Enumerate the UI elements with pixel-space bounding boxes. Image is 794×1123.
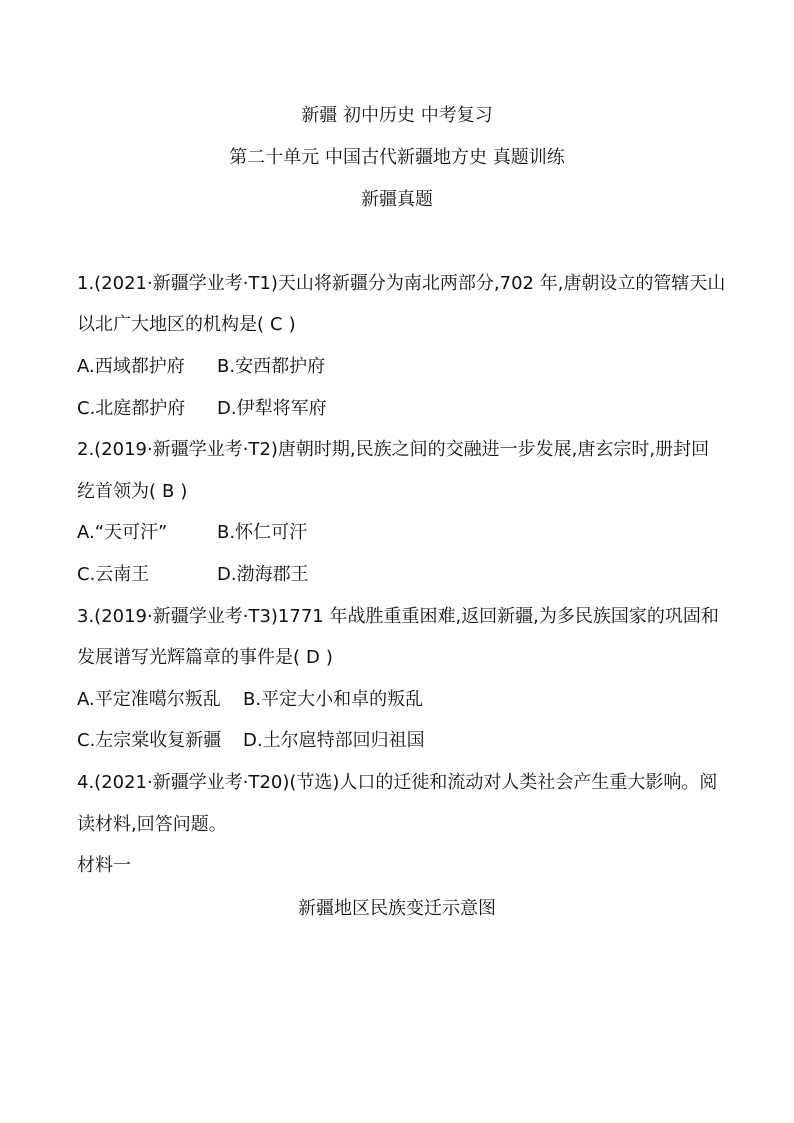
document-subtitle: 新疆 初中历史 中考复习 <box>301 105 493 126</box>
question-2-option-d: D.渤海郡王 <box>217 564 309 585</box>
question-3-option-a: A.平定准噶尔叛乱 <box>77 689 221 710</box>
figure-caption: 新疆地区民族变迁示意图 <box>298 898 496 919</box>
question-3-option-b: B.平定大小和卓的叛乱 <box>243 689 424 710</box>
question-2-stem-line1: 2.(2019·新疆学业考·T2)唐朝时期,民族之间的交融进一步发展,唐玄宗时,册封回 <box>77 439 710 460</box>
question-1-stem-text: 以北广大地区的机构是( <box>77 314 265 335</box>
question-1-options-row2 <box>77 397 727 421</box>
question-3-stem-text: 发展谱写光辉篇章的事件是( <box>77 647 301 668</box>
question-1-options-row1 <box>77 355 727 379</box>
question-2-answer: B <box>162 481 175 502</box>
question-1-stem-line2 <box>77 313 727 337</box>
question-3-options-row2 <box>77 729 727 753</box>
question-1-stem-line1: 1.(2021·新疆学业考·T1)天山将新疆分为南北两部分,702 年,唐朝设立的管辖天山 <box>77 273 726 294</box>
question-3-option-c: C.左宗棠收复新疆 <box>77 730 222 751</box>
question-2-stem-text: 纥首领为( <box>77 481 157 502</box>
question-4-stem-line1: 4.(2021·新疆学业考·T20)(节选)人口的迁徙和流动对人类社会产生重大影响。阅 <box>77 772 718 793</box>
question-2-close-paren: ) <box>180 481 188 502</box>
question-1-option-b: B.安西都护府 <box>217 356 326 377</box>
question-1-answer: C <box>270 314 283 335</box>
question-2-option-a: A.“天可汗” <box>77 522 168 543</box>
question-3-options-row1 <box>77 688 727 712</box>
question-1-option-d: D.伊犁将军府 <box>217 398 327 419</box>
question-2-options-row1 <box>77 521 727 545</box>
question-3-option-d: D.土尔扈特部回归祖国 <box>243 730 425 751</box>
material-label: 材料一 <box>77 855 131 876</box>
question-2-option-b: B.怀仁可汗 <box>217 522 308 543</box>
question-3-stem-line2 <box>77 646 727 670</box>
question-3-close-paren: ) <box>325 647 333 668</box>
document-title: 第二十单元 中国古代新疆地方史 真题训练 <box>229 147 565 168</box>
question-3-answer: D <box>306 647 320 668</box>
question-2-stem-line2 <box>77 480 727 504</box>
section-heading: 新疆真题 <box>361 189 433 210</box>
question-1-option-c: C.北庭都护府 <box>77 398 186 419</box>
question-3-stem-line1: 3.(2019·新疆学业考·T3)1771 年战胜重重困难,返回新疆,为多民族国家的巩固和 <box>77 606 719 627</box>
question-2-option-c: C.云南王 <box>77 564 150 585</box>
question-1-option-a: A.西域都护府 <box>77 356 185 377</box>
question-2-options-row2 <box>77 563 727 587</box>
question-1-close-paren: ) <box>288 314 296 335</box>
question-4-stem-line2: 读材料,回答问题。 <box>77 814 227 835</box>
